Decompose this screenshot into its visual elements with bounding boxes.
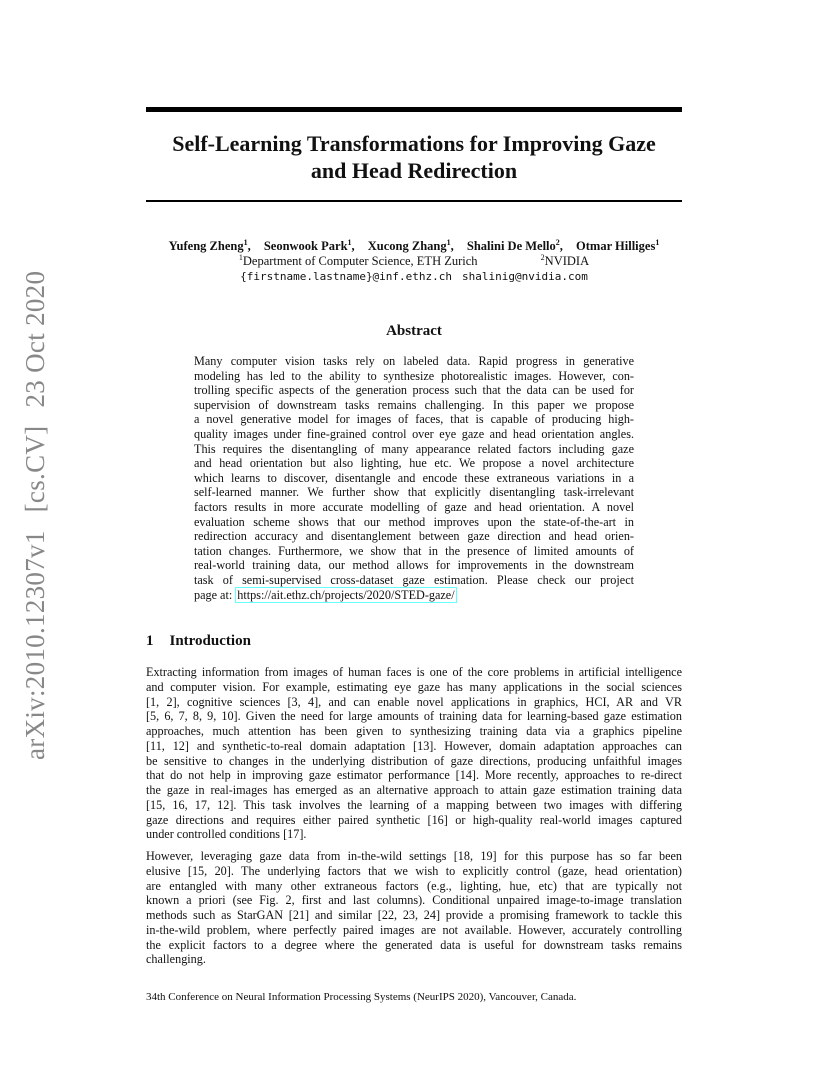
intro-paragraph-2 <box>146 849 682 967</box>
abstract-line: Many computer vision tasks rely on labeled data. Rapid progress in generative <box>194 354 634 368</box>
email-1: {firstname.lastname}@inf.ethz.ch <box>240 270 453 283</box>
section-heading <box>146 632 251 650</box>
arxiv-stamp <box>20 271 51 760</box>
affiliation-2: $^2$NVIDIA <box>540 252 590 268</box>
paragraph-line: However, leveraging gaze data from in-the-wild settings [18, 19] for this purpose has so far been <box>146 849 682 863</box>
section-title: Introduction <box>169 633 251 649</box>
project-page-link[interactable]: https://ait.ethz.ch/projects/2020/STED-gaze/ <box>237 587 455 602</box>
abstract-line: self-learned manner. We further show that explicitly disentangling task-irrelevant <box>194 485 634 500</box>
paragraph-line: approaches, much attention has been given to synthesizing training data via a graphics pipeline <box>146 724 682 738</box>
title-line-1: Self-Learning Transformations for Improving Gaze <box>172 131 656 156</box>
paragraph-line: the gaze in real-images has emerged as an alternative approach to attain gaze estimation training data <box>146 783 682 797</box>
abstract-line: task of semi-supervised cross-dataset gaze estimation. Please check our project <box>194 572 634 587</box>
paragraph-line: methods such as StarGAN [21] and similar [22, 23, 24] provide a promising framework to tackle this <box>146 908 682 922</box>
author: Seonwook Park$^1$, <box>263 237 355 253</box>
abstract-heading: Abstract <box>386 323 442 339</box>
abstract-line: real-world training data, our method allows for improvements in the downstream <box>194 558 634 573</box>
abstract-last-line: page at: https://ait.ethz.ch/projects/2020/STED-gaze/ <box>194 587 455 602</box>
abstract-line: a novel generative model for images of faces, that is capable of producing high- <box>194 412 634 427</box>
paragraph-line: are entangled with many other extraneous factors (e.g., lighting, hue, etc) that are typically not <box>146 878 682 893</box>
abstract-line: and head orientation but also lighting, hue etc. We propose a novel architecture <box>194 456 634 471</box>
abstract-line: quality images under fine-grained control over eye gaze and head orientation angles. <box>194 426 634 441</box>
author: Yufeng Zheng$^1$, <box>168 237 251 253</box>
abstract-body <box>194 354 634 602</box>
intro-paragraph-1 <box>146 665 682 842</box>
paragraph-line: [1, 2], cognitive sciences [3, 4], and can enable novel applications in graphics, HCI, AR and VR <box>146 694 682 709</box>
paragraph-line: that do not help in improving gaze estimator performance [14]. More recently, approaches to re-direct <box>146 768 682 783</box>
paragraph-line: known a priori (see Fig. 2, first and last columns). Conditional unpaired image-to-image translation <box>146 893 682 908</box>
arxiv-category: [cs.CV] <box>20 425 50 513</box>
author-emails <box>120 269 708 284</box>
abstract-line: This requires the disentangling of many appearance related factors including gaze <box>194 441 634 456</box>
title-bottom-rule <box>146 200 682 202</box>
paragraph-line: in-the-wild problem, where perfectly paired images are not available. However, accurately controlling <box>146 922 682 937</box>
paragraph-line: and computer vision. For example, estimating eye gaze has many applications in the social sciences <box>146 679 682 694</box>
conference-footnote: 34th Conference on Neural Information Processing Systems (NeurIPS 2020), Vancouver, Canada. <box>146 991 577 1003</box>
arxiv-date: 23 Oct 2020 <box>20 270 50 408</box>
affiliation-1: $^1$Department of Computer Science, ETH Zurich <box>238 252 478 268</box>
paragraph-line: elusive [15, 20]. The underlying factors that we wish to explicitly control (gaze, head orientation) <box>146 863 682 878</box>
title-line-2: and Head Redirection <box>310 158 518 183</box>
abstract-line: tation changes. Furthermore, we show that in the presence of limited amounts of <box>194 543 634 558</box>
paragraph-line: challenging. <box>146 952 206 967</box>
arxiv-id: arXiv:2010.12307v1 <box>20 530 50 760</box>
abstract-line: factors results in more accurate modelling of gaze and head orientation. A novel <box>194 499 634 514</box>
author: Shalini De Mello$^2$, <box>466 237 563 253</box>
paragraph-line: [5, 6, 7, 8, 9, 10]. Given the need for large amounts of training data for learning-based gaze estimation <box>146 709 682 724</box>
paragraph-line: under controlled conditions [17]. <box>146 827 307 842</box>
paragraph-line: [11, 12] and synthetic-to-real domain adaptation [13]. However, domain adaptation approaches can <box>146 738 682 753</box>
abstract-line: which learns to discover, disentangle and encode these extraneous variations in a <box>194 470 634 485</box>
section-number: 1 <box>146 633 154 649</box>
author-list <box>120 238 708 254</box>
paragraph-line: gaze directions and requires either paired synthetic [16] or high-quality real-world images captured <box>146 812 682 827</box>
paragraph-line: the explicit factors to a degree where the generated data is useful for downstream tasks remains <box>146 937 682 952</box>
abstract-line: evaluation scheme shows that our method improves upon the state-of-the-art in <box>194 514 634 529</box>
affiliations <box>120 254 708 269</box>
paragraph-line: be sensitive to changes in the underlying distribution of gaze directions, producing unfaithful images <box>146 753 682 768</box>
abstract-line: redirection accuracy and disentanglement between gaze direction and head orien- <box>194 529 634 544</box>
email-2: shalinig@nvidia.com <box>462 270 588 283</box>
abstract-line: modeling has led to the ability to synthesize photorealistic images. However, con- <box>194 368 634 383</box>
paragraph-line: [15, 16, 17, 12]. This task involves the learning of a mapping between two images with differing <box>146 797 682 812</box>
title-top-rule <box>146 107 682 112</box>
author: Otmar Hilliges$^1$ <box>576 237 660 253</box>
abstract-line: supervision of downstream tasks remains challenging. In this paper we propose <box>194 397 634 412</box>
paper-title <box>146 130 682 184</box>
abstract-line: trolling specific aspects of the generation process such that the data can be used for <box>194 383 634 398</box>
paragraph-line: Extracting information from images of human faces is one of the core problems in artificial intelligence <box>146 665 682 679</box>
author: Xucong Zhang$^1$, <box>367 237 454 253</box>
